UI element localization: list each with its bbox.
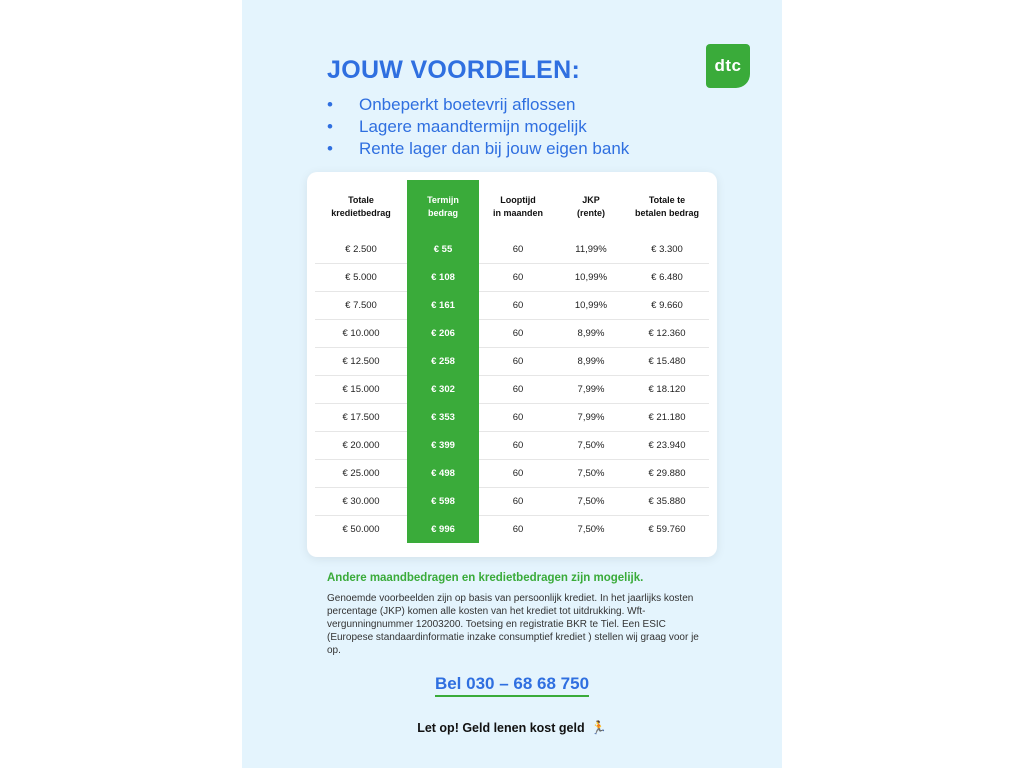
brand-logo: [706, 44, 750, 88]
table-row: [315, 376, 709, 404]
rates-table: [315, 180, 709, 543]
cell-looptijd: 60: [479, 264, 557, 292]
cell-looptijd: 60: [479, 488, 557, 516]
table-row: [315, 516, 709, 544]
cell-krediet: € 17.500: [315, 404, 407, 432]
cell-totaal: € 59.760: [625, 516, 709, 544]
list-item: [327, 116, 629, 138]
cell-krediet: € 30.000: [315, 488, 407, 516]
cell-termijn: € 302: [407, 376, 479, 404]
cell-looptijd: 60: [479, 460, 557, 488]
phone-cta[interactable]: [242, 674, 782, 694]
bullet-icon: •: [327, 117, 333, 136]
cell-totaal: € 21.180: [625, 404, 709, 432]
cell-jkp: 8,99%: [557, 320, 625, 348]
cell-totaal: € 12.360: [625, 320, 709, 348]
column-header-krediet: Totale kredietbedrag: [331, 195, 391, 218]
table-row: [315, 460, 709, 488]
cell-jkp: 8,99%: [557, 348, 625, 376]
bullet-icon: •: [327, 139, 333, 158]
cell-termijn: € 996: [407, 516, 479, 544]
note-body: Genoemde voorbeelden zijn op basis van persoonlijk krediet. In het jaarlijks kosten percentage (JKP) komen alle kosten van het krediet tot uitdrukking. Wft-vergunningnummer 12003200. Toetsing en registratie BKR te Tiel. Een ESIC (Europese standaardinformatie inzake consumptief krediet ) stellen wij graag voor je op.: [327, 593, 699, 656]
table-row: [315, 236, 709, 264]
list-item: [327, 138, 629, 160]
cell-jkp: 10,99%: [557, 264, 625, 292]
benefits-list: [327, 94, 629, 160]
cell-termijn: € 353: [407, 404, 479, 432]
cell-jkp: 7,50%: [557, 488, 625, 516]
rates-table-body: [315, 236, 709, 543]
cell-krediet: € 5.000: [315, 264, 407, 292]
cell-krediet: € 7.500: [315, 292, 407, 320]
benefit-label: Rente lager dan bij jouw eigen bank: [359, 139, 630, 158]
cell-looptijd: 60: [479, 432, 557, 460]
cell-looptijd: 60: [479, 404, 557, 432]
cell-looptijd: 60: [479, 236, 557, 264]
cell-krediet: € 2.500: [315, 236, 407, 264]
column-header-looptijd: Looptijd in maanden: [492, 195, 543, 218]
list-item: [327, 94, 629, 116]
column-header-termijn: Termijn bedrag: [407, 180, 479, 236]
cell-totaal: € 23.940: [625, 432, 709, 460]
page-title: JOUW VOORDELEN:: [327, 56, 581, 84]
table-row: [315, 432, 709, 460]
cell-jkp: 7,50%: [557, 460, 625, 488]
note-title: Andere maandbedragen en kredietbedragen zijn mogelijk.: [327, 572, 644, 584]
cell-termijn: € 206: [407, 320, 479, 348]
cell-jkp: 7,50%: [557, 516, 625, 544]
cell-totaal: € 35.880: [625, 488, 709, 516]
cell-termijn: € 498: [407, 460, 479, 488]
table-row: [315, 488, 709, 516]
legal-warning-label: Let op! Geld lenen kost geld: [417, 721, 585, 735]
table-header-row: [315, 180, 709, 236]
bullet-icon: •: [327, 95, 333, 114]
cell-jkp: 7,99%: [557, 404, 625, 432]
cell-krediet: € 20.000: [315, 432, 407, 460]
cell-jkp: 10,99%: [557, 292, 625, 320]
rates-card: [307, 172, 717, 557]
cell-totaal: € 18.120: [625, 376, 709, 404]
cell-krediet: € 25.000: [315, 460, 407, 488]
cell-termijn: € 258: [407, 348, 479, 376]
table-row: [315, 404, 709, 432]
cell-krediet: € 50.000: [315, 516, 407, 544]
cell-looptijd: 60: [479, 376, 557, 404]
cell-looptijd: 60: [479, 320, 557, 348]
cell-krediet: € 12.500: [315, 348, 407, 376]
benefit-label: Onbeperkt boetevrij aflossen: [359, 95, 576, 114]
cell-totaal: € 29.880: [625, 460, 709, 488]
cell-totaal: € 3.300: [625, 236, 709, 264]
cell-termijn: € 598: [407, 488, 479, 516]
cell-looptijd: 60: [479, 292, 557, 320]
table-row: [315, 264, 709, 292]
cell-jkp: 11,99%: [557, 236, 625, 264]
cell-krediet: € 15.000: [315, 376, 407, 404]
brand-logo-text: dtc: [714, 56, 742, 75]
table-row: [315, 292, 709, 320]
cell-termijn: € 55: [407, 236, 479, 264]
table-row: [315, 348, 709, 376]
running-man-icon: 🏃: [590, 720, 607, 735]
benefit-label: Lagere maandtermijn mogelijk: [359, 117, 587, 136]
cell-looptijd: 60: [479, 348, 557, 376]
column-header-jkp: JKP (rente): [576, 195, 605, 218]
cell-totaal: € 15.480: [625, 348, 709, 376]
cell-jkp: 7,50%: [557, 432, 625, 460]
phone-number-label[interactable]: Bel 030 – 68 68 750: [435, 674, 589, 697]
cell-termijn: € 108: [407, 264, 479, 292]
cell-looptijd: 60: [479, 516, 557, 544]
cell-termijn: € 161: [407, 292, 479, 320]
cell-krediet: € 10.000: [315, 320, 407, 348]
poster: [242, 0, 782, 768]
cell-totaal: € 9.660: [625, 292, 709, 320]
cell-jkp: 7,99%: [557, 376, 625, 404]
cell-totaal: € 6.480: [625, 264, 709, 292]
table-row: [315, 320, 709, 348]
cell-termijn: € 399: [407, 432, 479, 460]
column-header-totaal: Totale te betalen bedrag: [634, 195, 699, 218]
legal-warning: [242, 720, 782, 736]
